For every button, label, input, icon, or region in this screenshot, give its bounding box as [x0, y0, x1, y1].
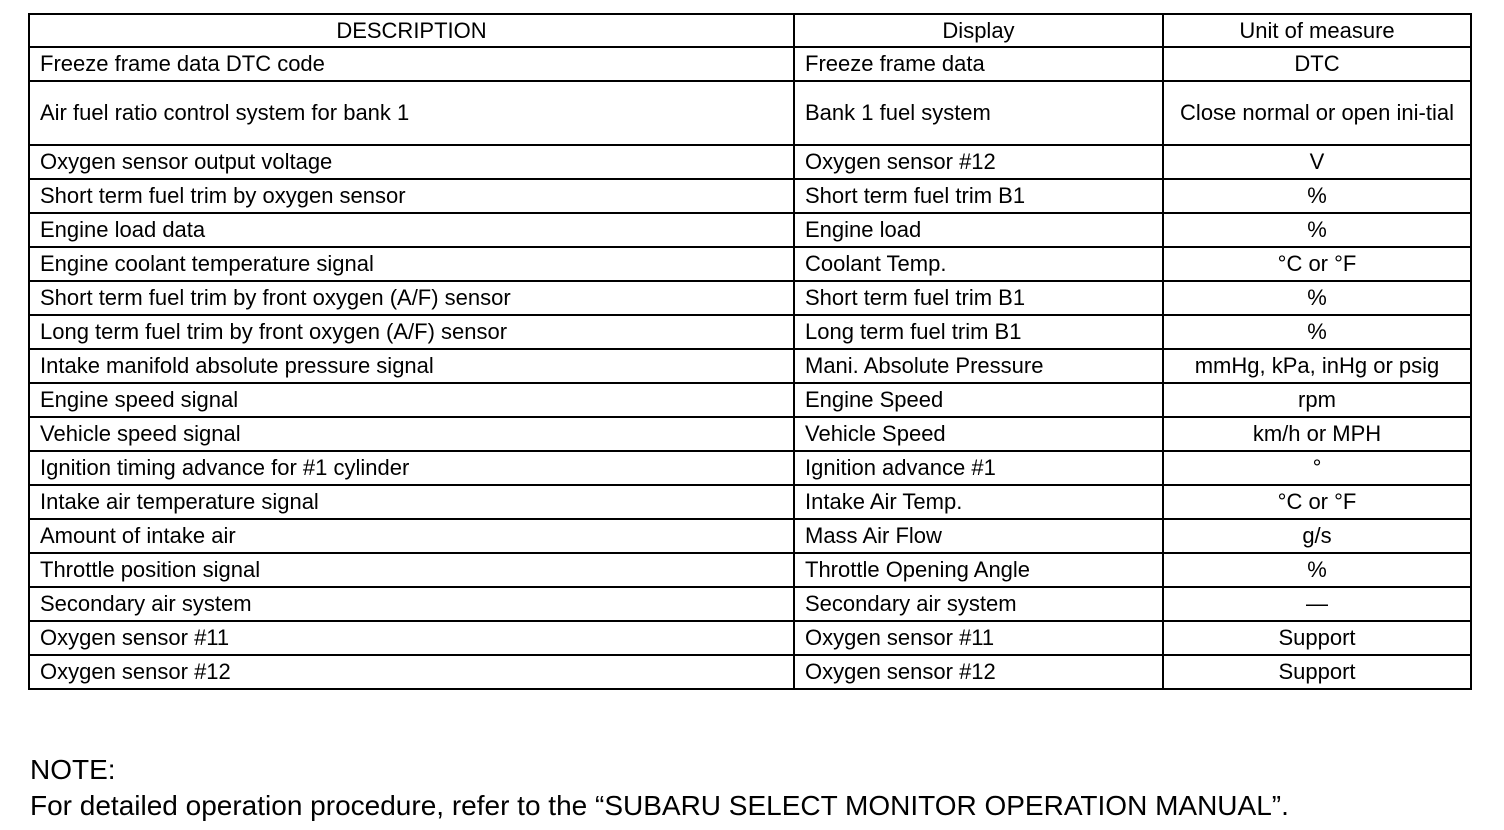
table-row [29, 179, 1471, 213]
cell-display: Secondary air system [794, 587, 1163, 621]
cell-display: Oxygen sensor #12 [794, 145, 1163, 179]
table-row [29, 213, 1471, 247]
cell-description: Secondary air system [29, 587, 794, 621]
cell-display: Oxygen sensor #12 [794, 655, 1163, 689]
cell-description: Short term fuel trim by front oxygen (A/F) sensor [29, 281, 794, 315]
cell-description: Oxygen sensor #12 [29, 655, 794, 689]
cell-description: Engine load data [29, 213, 794, 247]
table-row [29, 145, 1471, 179]
table-row [29, 349, 1471, 383]
cell-unit: % [1163, 553, 1471, 587]
cell-description: Vehicle speed signal [29, 417, 794, 451]
note-label: NOTE: [30, 754, 116, 785]
cell-display: Mani. Absolute Pressure [794, 349, 1163, 383]
table-row [29, 81, 1471, 145]
cell-display: Oxygen sensor #11 [794, 621, 1163, 655]
cell-unit: Support [1163, 655, 1471, 689]
cell-description: Engine coolant temperature signal [29, 247, 794, 281]
freeze-frame-table [28, 13, 1472, 690]
cell-unit: ° [1163, 451, 1471, 485]
table-row [29, 247, 1471, 281]
cell-description: Oxygen sensor output voltage [29, 145, 794, 179]
cell-unit: V [1163, 145, 1471, 179]
cell-unit: rpm [1163, 383, 1471, 417]
table-row [29, 47, 1471, 81]
table-row [29, 417, 1471, 451]
cell-unit: % [1163, 281, 1471, 315]
cell-unit: % [1163, 315, 1471, 349]
cell-display: Engine load [794, 213, 1163, 247]
note-block [30, 752, 1490, 824]
cell-unit: Close normal or open ini-tial [1163, 81, 1471, 145]
cell-description: Intake air temperature signal [29, 485, 794, 519]
cell-unit: °C or °F [1163, 485, 1471, 519]
cell-display: Ignition advance #1 [794, 451, 1163, 485]
table-row [29, 281, 1471, 315]
cell-description: Long term fuel trim by front oxygen (A/F) sensor [29, 315, 794, 349]
cell-display: Engine Speed [794, 383, 1163, 417]
cell-unit: mmHg, kPa, inHg or psig [1163, 349, 1471, 383]
cell-unit: g/s [1163, 519, 1471, 553]
cell-unit: Support [1163, 621, 1471, 655]
cell-description: Ignition timing advance for #1 cylinder [29, 451, 794, 485]
cell-display: Freeze frame data [794, 47, 1163, 81]
cell-display: Mass Air Flow [794, 519, 1163, 553]
table-row [29, 485, 1471, 519]
cell-display: Short term fuel trim B1 [794, 281, 1163, 315]
cell-description: Short term fuel trim by oxygen sensor [29, 179, 794, 213]
cell-display: Coolant Temp. [794, 247, 1163, 281]
cell-unit: — [1163, 587, 1471, 621]
table-row [29, 315, 1471, 349]
cell-unit: DTC [1163, 47, 1471, 81]
cell-display: Vehicle Speed [794, 417, 1163, 451]
table-row [29, 621, 1471, 655]
cell-unit: °C or °F [1163, 247, 1471, 281]
table-row [29, 519, 1471, 553]
cell-display: Long term fuel trim B1 [794, 315, 1163, 349]
cell-description: Air fuel ratio control system for bank 1 [29, 81, 794, 145]
cell-description: Throttle position signal [29, 553, 794, 587]
table-row [29, 553, 1471, 587]
table-row [29, 655, 1471, 689]
table-row [29, 383, 1471, 417]
cell-description: Intake manifold absolute pressure signal [29, 349, 794, 383]
cell-display: Bank 1 fuel system [794, 81, 1163, 145]
table-row [29, 451, 1471, 485]
table-header-row [29, 14, 1471, 47]
cell-display: Short term fuel trim B1 [794, 179, 1163, 213]
header-display: Display [794, 14, 1163, 47]
header-unit: Unit of measure [1163, 14, 1471, 47]
cell-unit: % [1163, 179, 1471, 213]
header-description: DESCRIPTION [29, 14, 794, 47]
cell-description: Amount of intake air [29, 519, 794, 553]
cell-display: Throttle Opening Angle [794, 553, 1163, 587]
note-text: For detailed operation procedure, refer to the “SUBARU SELECT MONITOR OPERATION MANUAL”. [30, 790, 1289, 821]
table-row [29, 587, 1471, 621]
cell-description: Oxygen sensor #11 [29, 621, 794, 655]
cell-display: Intake Air Temp. [794, 485, 1163, 519]
cell-description: Freeze frame data DTC code [29, 47, 794, 81]
cell-description: Engine speed signal [29, 383, 794, 417]
cell-unit: km/h or MPH [1163, 417, 1471, 451]
cell-unit: % [1163, 213, 1471, 247]
